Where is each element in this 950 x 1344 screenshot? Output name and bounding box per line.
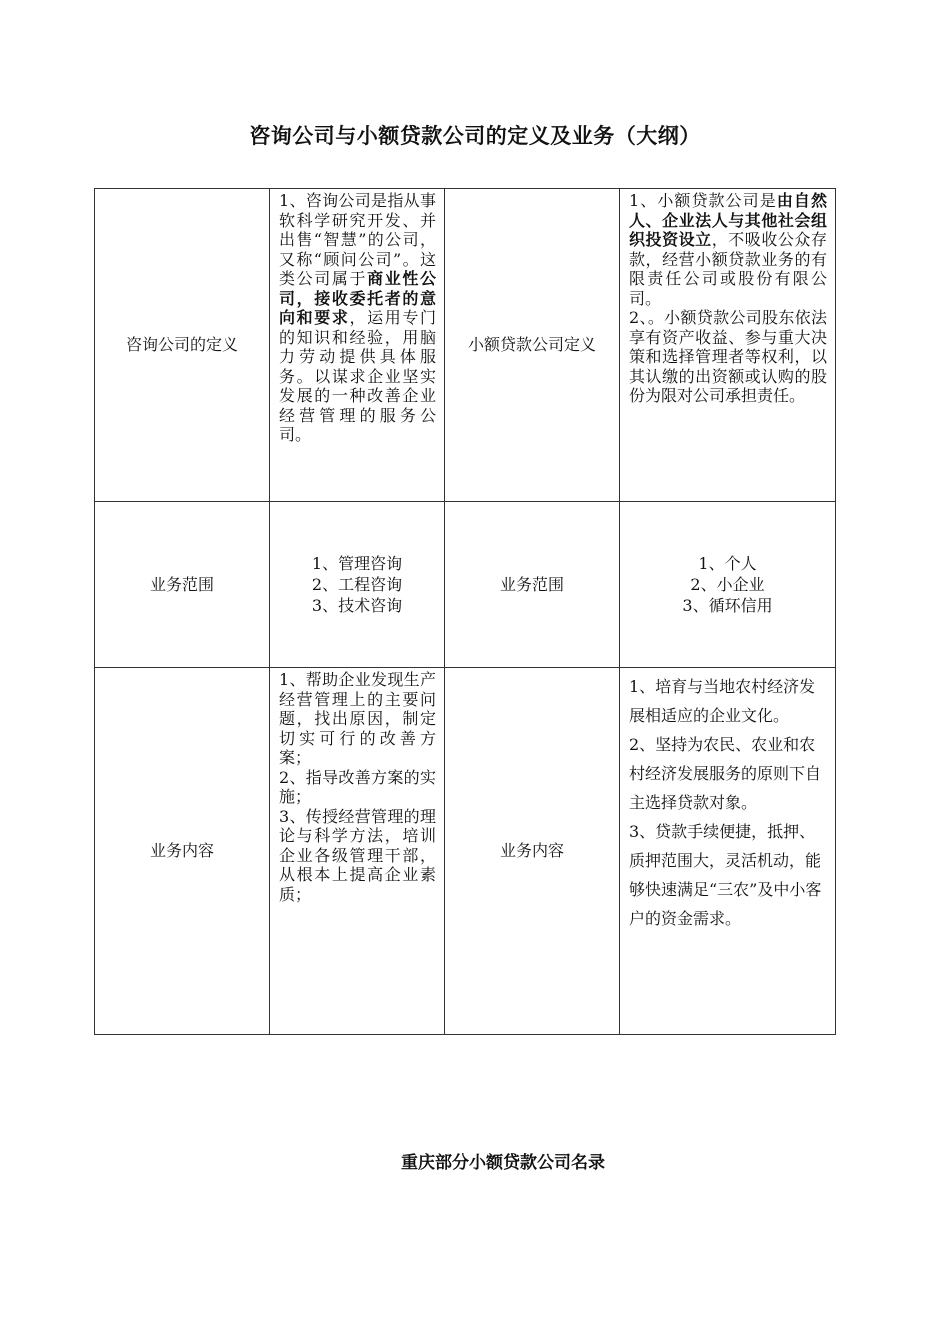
row-label-microloan-definition: 小额贷款公司定义 xyxy=(445,189,620,502)
list-item: 2、指导改善方案的实施； xyxy=(279,767,436,806)
list-item: 1、管理咨询 xyxy=(311,554,403,573)
comparison-table xyxy=(94,188,836,1035)
microloan-definition-text-2: 2、。小额贷款公司股东依法享有资产收益、参与重大决策和选择管理者等权利，以其认缴的出资额或认购的股份为限对公司承担责任。 xyxy=(629,308,827,405)
row-label-consulting-scope: 业务范围 xyxy=(95,502,270,668)
consulting-definition-bold: 商业性公司，接收委托者的意向和要求 xyxy=(279,269,436,327)
microloan-scope-cell xyxy=(620,502,836,668)
microloan-definition-cell xyxy=(620,189,836,502)
consulting-content-cell xyxy=(270,668,445,1035)
list-item: 1、培育与当地农村经济发展相适应的企业文化。 xyxy=(629,677,816,725)
document-title: 咨询公司与小额贷款公司的定义及业务（大纲） xyxy=(249,124,701,148)
consulting-scope-cell xyxy=(270,502,445,668)
consulting-definition-text: 1、咨询公司是指从事软科学研究开发、并出售“智慧”的公司，又称“顾问公司”。这类公司属于商业性公司，接收委托者的意向和要求，运用专门的知识和经验，用脑力劳动提供具体服务。以谋求企业坚实发展的一种改善企业经营管理的服务公司。 xyxy=(279,191,436,444)
microloan-content-cell xyxy=(620,668,836,1035)
list-item: 3、技术咨询 xyxy=(311,596,403,615)
microloan-definition-text-1: 1、小额贷款公司是由自然人、企业法人与其他社会组织投资设立，不吸收公众存款，经营小额贷款业务的有限责任公司或股份有限公司。 xyxy=(629,191,827,308)
list-item: 2、小企业 xyxy=(690,575,765,594)
list-item: 1、个人 xyxy=(698,554,757,573)
section-subtitle: 重庆部分小额贷款公司名录 xyxy=(401,1153,605,1173)
row-label-consulting-content: 业务内容 xyxy=(95,668,270,1035)
row-label-consulting-definition: 咨询公司的定义 xyxy=(95,189,270,502)
list-item: 2、工程咨询 xyxy=(311,575,403,594)
list-item: 2、坚持为农民、农业和农村经济发展服务的原则下自主选择贷款对象。 xyxy=(629,735,822,812)
list-item: 3、循环信用 xyxy=(682,596,773,615)
row-label-microloan-scope: 业务范围 xyxy=(445,502,620,668)
list-item: 1、帮助企业发现生产经营管理上的主要问题，找出原因，制定切实可行的改善方案； xyxy=(279,670,436,767)
table-row xyxy=(95,668,836,1035)
table-row xyxy=(95,502,836,668)
row-label-microloan-content: 业务内容 xyxy=(445,668,620,1035)
list-item: 3、贷款手续便捷，抵押、质押范围大，灵活机动，能够快速满足“三农”及中小客户的资金需求。 xyxy=(629,822,822,928)
microloan-definition-bold: 由自然人、企业法人与其他社会组织投资设立 xyxy=(629,191,827,249)
table-row xyxy=(95,189,836,502)
consulting-definition-cell xyxy=(270,189,445,502)
list-item: 3、传授经营管理的理论与科学方法，培训企业各级管理干部，从根本上提高企业素质； xyxy=(279,806,436,904)
